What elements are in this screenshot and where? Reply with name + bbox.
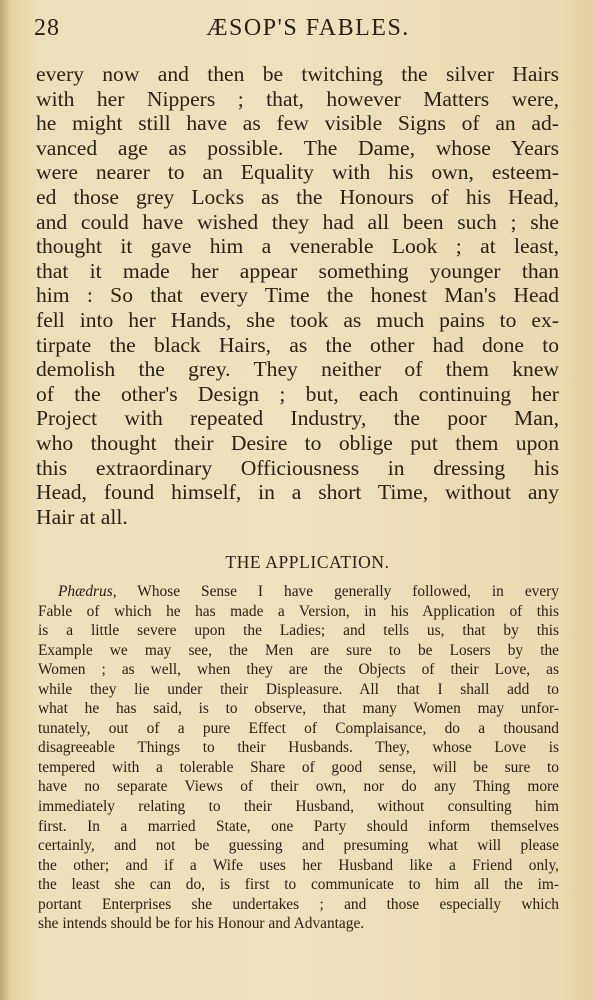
- application-line: [38, 582, 559, 602]
- application-line: tempered with a tolerable Share of good sense, will be sure to: [38, 758, 559, 776]
- application-line: first. In a married State, one Party should inform themselves: [38, 817, 559, 835]
- fable-line: ed those grey Locks as the Honours of his Head,: [36, 184, 559, 209]
- fable-line: tirpate the black Hairs, as the other had done to: [36, 332, 559, 357]
- fable-line: thought it gave him a venerable Look ; at least,: [36, 234, 559, 259]
- application-line: tunately, out of a pure Effect of Complaisance, do a thousand: [38, 719, 559, 737]
- application-line: while they lie under their Displeasure. All that I shall add to: [38, 680, 559, 698]
- fable-line: vanced age as possible. The Dame, whose Years: [36, 135, 559, 160]
- fable-line: Hair at all.: [36, 504, 128, 529]
- application-line: portant Enterprises she undertakes ; and those especially which: [38, 895, 559, 913]
- page-gutter-shadow: [0, 0, 10, 1000]
- application-heading: THE APPLICATION.: [225, 552, 390, 572]
- author-name: Phædrus,: [58, 583, 117, 600]
- application-line: is a little severe upon the Ladies; and tells us, that by this: [38, 622, 559, 640]
- application-line: certainly, and not be guessing and presuming what will please: [38, 837, 559, 855]
- application-line: what he has said, is to observe, that many Women may unfor-: [38, 700, 559, 718]
- fable-line: and could have wished they had all been such ; she: [36, 209, 559, 234]
- fable-line: of the other's Design ; but, each continuing her: [36, 381, 559, 406]
- fable-line: who thought their Desire to oblige put them upon: [36, 430, 559, 455]
- application-line: Women ; as well, when they are the Objects of their Love, as: [38, 661, 559, 679]
- fable-line: every now and then be twitching the silver Hairs: [36, 62, 559, 86]
- application-line: the least she can do, is first to communicate to him all the im-: [38, 876, 559, 894]
- application-text: [38, 582, 559, 934]
- page-header: [34, 12, 562, 44]
- application-line: immediately relating to their Husband, without consulting him: [38, 798, 559, 816]
- running-head: ÆSOP'S FABLES.: [206, 15, 410, 41]
- fable-line: Project with repeated Industry, the poor Man,: [36, 406, 559, 431]
- application-line: disagreeable Things to their Husbands. They, whose Love is: [38, 739, 559, 757]
- fable-line: fell into her Hands, she took as much pains to ex-: [36, 307, 559, 332]
- fable-line: that it made her appear something younger than: [36, 258, 559, 283]
- application-line: Fable of which he has made a Version, in his Application of this: [38, 602, 559, 620]
- application-line: the other; and if a Wife uses her Husband like a Friend only,: [38, 856, 559, 874]
- page-number: 28: [34, 15, 60, 41]
- fable-line: demolish the grey. They neither of them knew: [36, 357, 559, 382]
- fable-line: he might still have as few visible Signs of an ad-: [36, 111, 559, 136]
- fable-line: with her Nippers ; that, however Matters were,: [36, 86, 559, 111]
- application-line-text: Whose Sense I have generally followed, in every: [116, 583, 559, 600]
- fable-text: [36, 62, 559, 529]
- application-line: have no separate Views of their own, nor do any Thing more: [38, 778, 559, 796]
- fable-line: this extraordinary Officiousness in dressing his: [36, 455, 559, 480]
- fable-line: him : So that every Time the honest Man's Head: [36, 283, 559, 308]
- fable-line: Head, found himself, in a short Time, without any: [36, 480, 559, 505]
- application-line: she intends should be for his Honour and Advantage.: [38, 915, 365, 933]
- fable-line: were nearer to an Equality with his own, esteem-: [36, 160, 559, 185]
- application-line: Example we may see, the Men are sure to be Losers by the: [38, 641, 559, 659]
